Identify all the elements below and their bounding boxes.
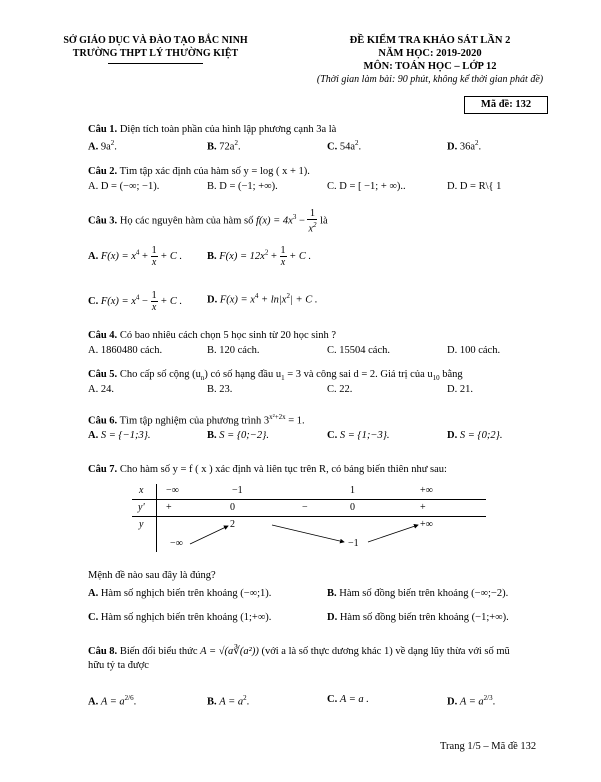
log-term: + ln|x: [261, 294, 287, 306]
question-text: Tìm tập nghiệm của phương trình: [119, 415, 262, 427]
exponent: 3: [292, 213, 297, 222]
row-label-y: y: [139, 519, 144, 530]
fraction: [151, 245, 158, 268]
option-letter: A.: [88, 141, 99, 153]
exponent: 2: [110, 139, 115, 147]
subject: MÔN: TOÁN HỌC – LỚP 12: [363, 61, 497, 72]
q3-option-a[interactable]: [88, 245, 182, 268]
q5-option-c[interactable]: C. 22.: [327, 384, 353, 395]
option-tail: | + C .: [289, 294, 318, 306]
numerator: 1: [280, 245, 286, 256]
option-value: (1;+∞).: [240, 612, 272, 623]
question-label: Câu 6.: [88, 415, 118, 427]
exponent: 4: [254, 292, 259, 300]
question-8: [88, 645, 510, 657]
option-value: S = {0;2}.: [459, 430, 503, 441]
equation-tail: = 1.: [285, 415, 305, 427]
x-value: +∞: [420, 485, 433, 496]
question-text: Biến đổi biểu thức: [119, 646, 198, 657]
q1-option-a[interactable]: A. $9a^2$.: [88, 139, 117, 153]
option-letter: C.: [88, 612, 99, 623]
option-value: A = a: [459, 696, 484, 708]
school-year: NĂM HỌC: 2019-2020: [378, 48, 482, 59]
q5-option-d[interactable]: D. 21.: [447, 384, 473, 395]
question-label: Câu 2.: [88, 166, 118, 177]
option-value: S = {−1;3}.: [100, 430, 151, 441]
fraction: [280, 245, 287, 268]
question-6: [88, 413, 305, 427]
option-expr: F(x) = x: [100, 295, 136, 307]
numerator: 1: [307, 208, 317, 220]
expression: A = √(a∛(a²)): [200, 646, 259, 657]
denominator: x: [151, 257, 157, 268]
exam-code-box: Mã đề: 132: [464, 96, 548, 114]
x-value: 1: [350, 485, 355, 496]
exponent: 2: [243, 694, 247, 702]
option-letter: B.: [207, 430, 217, 441]
q5-option-b[interactable]: B. 23.: [207, 384, 233, 395]
q7-option-b[interactable]: [327, 588, 508, 599]
question-4: [88, 330, 336, 341]
sign: −: [302, 502, 308, 513]
exponent: 4: [135, 293, 140, 302]
operator: +: [142, 250, 148, 262]
option-text: Hàm số đồng biến trên khoảng: [339, 612, 470, 623]
q3-option-d[interactable]: [207, 292, 317, 306]
question-label: Câu 5.: [88, 369, 118, 380]
option-letter: B.: [207, 141, 217, 153]
school-name: TRƯỜNG THPT LÝ THƯỜNG KIỆT: [72, 48, 239, 59]
exponent: 2/3: [483, 694, 493, 702]
option-letter: C.: [327, 430, 338, 441]
question-text: ) có số hạng đầu u: [204, 369, 282, 380]
option-value: 36a: [459, 141, 476, 153]
option-value: (−1;+∞).: [471, 612, 509, 623]
question-8-cont: hữu tỷ ta được: [88, 660, 149, 671]
option-letter: D.: [447, 430, 458, 441]
option-value: (−∞;−2).: [471, 588, 509, 599]
q4-option-a[interactable]: A. 1860480 cách.: [88, 345, 163, 356]
q2-option-c[interactable]: C. D = [ −1; + ∞)..: [327, 181, 406, 192]
question-label: Câu 4.: [88, 330, 118, 341]
option-letter: A.: [88, 696, 99, 708]
option-text: Hàm số đồng biến trên khoảng: [339, 588, 469, 599]
denominator-base: x: [308, 223, 313, 235]
q2-option-d[interactable]: D. D = R\{ 1: [447, 181, 502, 192]
equation-base: 3: [263, 415, 270, 427]
option-letter: B.: [327, 588, 337, 599]
option-text: Hàm số nghịch biến trên khoảng: [100, 612, 238, 623]
option-letter: B.: [207, 696, 217, 708]
option-tail: + C .: [289, 250, 312, 262]
option-text: Hàm số nghịch biến trên khoảng: [100, 588, 238, 599]
q7-option-c[interactable]: [88, 612, 271, 623]
option-letter: C.: [88, 295, 99, 307]
question-7: [88, 464, 447, 475]
row-label-yprime: y': [138, 502, 145, 513]
time-note: (Thời gian làm bài: 90 phút, không kể thời gian phát đề): [316, 74, 544, 85]
q3-option-c[interactable]: [88, 290, 182, 313]
q1-option-b[interactable]: B. $72a^2$.: [207, 139, 241, 153]
option-letter: D.: [447, 696, 458, 708]
option-letter: A.: [88, 250, 99, 262]
q7-option-a[interactable]: [88, 588, 271, 599]
q2-option-b[interactable]: B. D = (−1; +∞).: [207, 181, 278, 192]
question-label: Câu 3.: [88, 215, 118, 227]
variation-table: [132, 484, 486, 552]
function-expr: f(x) = 4x: [255, 215, 293, 227]
question-label: Câu 7.: [88, 464, 118, 475]
q4-option-c[interactable]: C. 15504 cách.: [327, 345, 390, 356]
school-header: [48, 34, 263, 64]
y-value: −1: [348, 538, 359, 549]
q6-option-d[interactable]: [447, 430, 502, 441]
q8-option-b[interactable]: B. $A = a^2$.: [207, 694, 250, 708]
q6-option-c[interactable]: [327, 430, 390, 441]
option-letter: C.: [327, 694, 338, 705]
fraction: [307, 208, 317, 234]
sign: +: [420, 502, 426, 513]
denominator: x: [280, 257, 286, 268]
option-value: 54a: [339, 141, 356, 153]
question-text: Tìm tập xác định của hàm số y = log ( x + 1).: [119, 166, 310, 177]
question-text: Cho cấp số cộng (u: [119, 369, 201, 380]
exponent: 2: [286, 292, 290, 300]
question-tail: là: [320, 215, 328, 227]
numerator: 1: [151, 290, 157, 301]
q7-prompt: Mệnh đề nào sau đây là đúng?: [88, 570, 216, 581]
y-value: 2: [230, 519, 235, 530]
y-value: +∞: [420, 519, 433, 530]
q4-option-d[interactable]: D. 100 cách.: [447, 345, 501, 356]
question-5: [88, 369, 463, 382]
exponent: 2: [312, 221, 317, 229]
question-label: Câu 1.: [88, 124, 118, 135]
option-tail: + C .: [160, 250, 183, 262]
exam-title: ĐỀ KIỂM TRA KHẢO SÁT LẦN 2: [349, 35, 511, 46]
question-text: Diện tích toàn phần của hình lập phương cạnh 3a là: [119, 124, 337, 135]
q8-option-d[interactable]: D. $A = a^{2/3}$.: [447, 694, 496, 708]
question-text: = 3 và công sai d = 2. Giá trị của u: [284, 369, 433, 380]
question-text: Họ các nguyên hàm của hàm số: [119, 215, 254, 227]
operator: +: [270, 250, 277, 262]
department-name: SỞ GIÁO DỤC VÀ ĐÀO TẠO BẮC NINH: [63, 35, 248, 46]
option-value: 72a: [219, 141, 235, 153]
sign: +: [166, 502, 172, 513]
option-expr: F(x) = 12x: [219, 250, 265, 262]
minus-sign: −: [298, 215, 305, 227]
q7-option-d[interactable]: [327, 612, 509, 623]
question-text: bằng: [439, 369, 463, 380]
option-value: 9a: [100, 141, 111, 153]
option-value: S = {1;−3}.: [339, 430, 390, 441]
q1-option-d[interactable]: D. $36a^2$.: [447, 139, 482, 153]
option-letter: D.: [447, 141, 458, 153]
page-footer: Trang 1/5 – Mã đề 132: [440, 741, 537, 752]
subscript: n: [200, 374, 205, 383]
q8-option-a[interactable]: A. $A = a^{2/6}$.: [88, 694, 137, 708]
option-letter: B.: [207, 250, 217, 262]
question-text: Cho hàm số y = f ( x ) xác định và liên tục trên R, có bảng biến thiên như sau:: [119, 464, 447, 475]
option-expr: F(x) = x: [100, 250, 136, 262]
q5-option-a[interactable]: A. 24.: [88, 384, 114, 395]
q4-option-b[interactable]: B. 120 cách.: [207, 345, 260, 356]
option-value: A = a .: [339, 694, 369, 705]
denominator: [307, 220, 317, 234]
q1-option-c[interactable]: C. $54a^2$.: [327, 139, 362, 153]
question-label: Câu 8.: [88, 646, 118, 657]
question-3: [88, 208, 328, 234]
option-letter: D.: [327, 612, 338, 623]
option-expr: F(x) = x: [219, 294, 255, 306]
denominator: x: [151, 302, 157, 313]
option-letter: D.: [207, 294, 218, 306]
option-value: (−∞;1).: [240, 588, 272, 599]
q6-option-a[interactable]: [88, 430, 151, 441]
exam-header: [300, 34, 560, 86]
variation-arrows: [132, 484, 486, 552]
option-letter: A.: [88, 588, 99, 599]
sign: 0: [230, 502, 235, 513]
sign: 0: [350, 502, 355, 513]
x-value: −1: [232, 485, 243, 496]
exponent: 4: [135, 248, 140, 257]
question-2: [88, 166, 310, 177]
option-value: A = a: [219, 696, 244, 708]
q2-option-a[interactable]: A. D = (−∞; −1).: [88, 181, 160, 192]
exponent: 2: [355, 139, 359, 147]
q8-option-c[interactable]: [327, 694, 369, 705]
row-label-x: x: [139, 485, 144, 496]
q6-option-b[interactable]: [207, 430, 269, 441]
x-value: −∞: [166, 485, 179, 496]
operator: −: [142, 295, 148, 307]
exponent: 2: [234, 139, 238, 147]
subscript: 10: [432, 374, 440, 383]
option-value: S = {0;−2}.: [219, 430, 269, 441]
header-underline: [108, 63, 203, 64]
question-1: [88, 124, 336, 135]
option-value: A = a: [100, 696, 125, 708]
option-letter: C.: [327, 141, 338, 153]
question-text: Có bao nhiêu cách chọn 5 học sinh từ 20 học sinh ?: [119, 330, 337, 341]
subscript: 1: [281, 374, 285, 383]
exponent: x²+2x: [269, 413, 286, 421]
question-text: (với a là số thực dương khác 1) về dạng lũy thừa với số mũ: [261, 646, 510, 657]
option-letter: A.: [88, 430, 99, 441]
exponent: 2/6: [124, 694, 134, 702]
option-tail: + C .: [160, 295, 183, 307]
q3-option-b[interactable]: [207, 245, 311, 268]
exponent: 2: [475, 139, 479, 147]
fraction: [151, 290, 158, 313]
exponent: 2: [264, 248, 269, 257]
y-value: −∞: [170, 538, 183, 549]
numerator: 1: [151, 245, 157, 256]
